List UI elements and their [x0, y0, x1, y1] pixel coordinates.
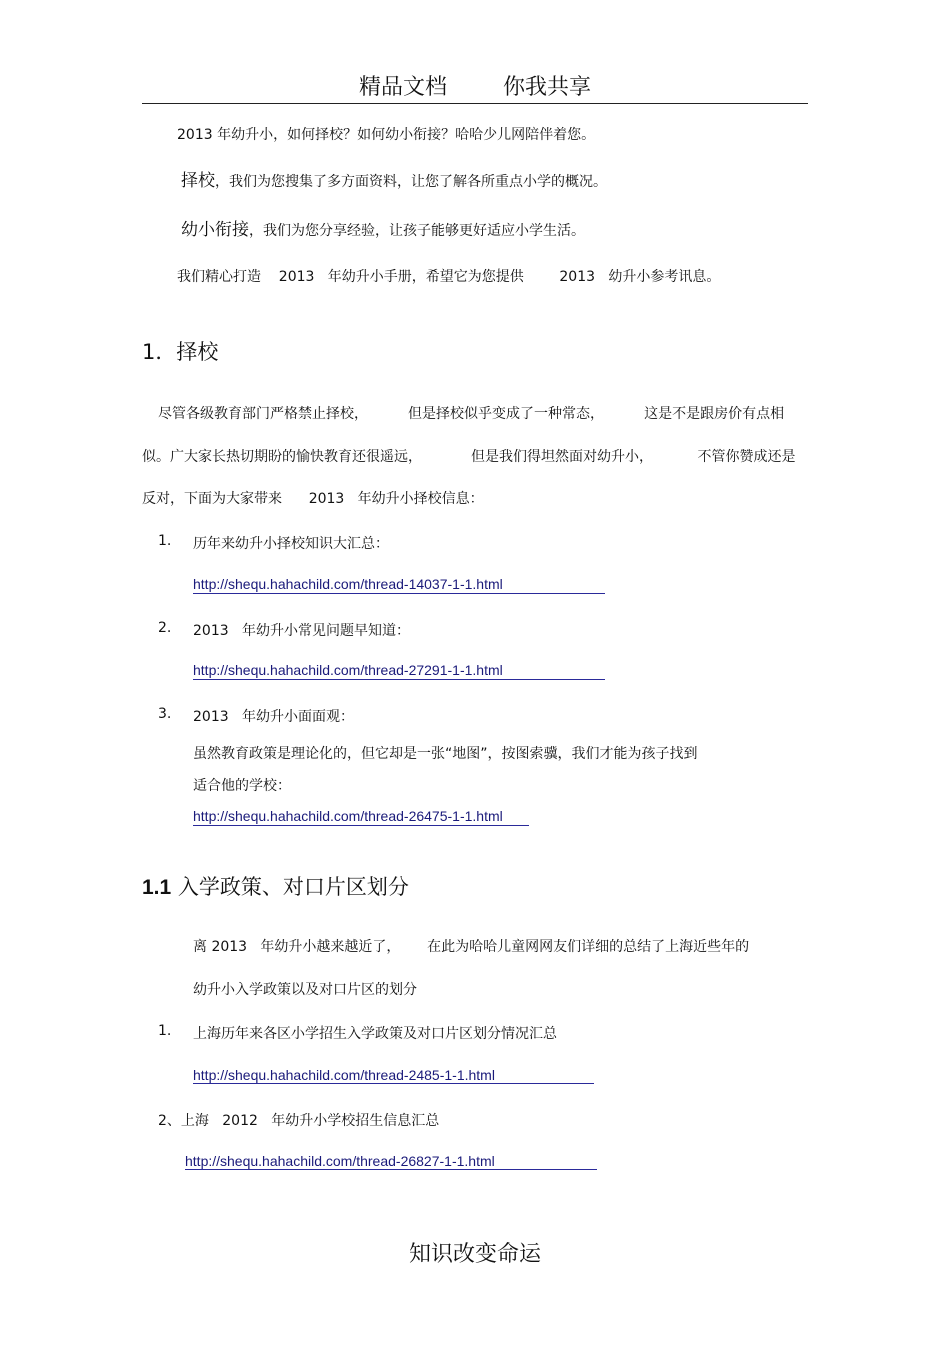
section-1-1-item-1-title: 上海历年来各区小学招生入学政策及对口片区划分情况汇总: [193, 1026, 557, 1042]
section-1-item-1-link-underline: [193, 593, 605, 594]
intro-line-3-lead: 幼小衔接: [181, 220, 249, 240]
section-1-item-1-number: 1.: [158, 533, 172, 549]
header-right-text: 你我共享: [503, 75, 592, 100]
section-1-item-2-title: 2013 年幼升小常见问题早知道：: [193, 623, 410, 639]
section-1-1-item-1-link[interactable]: http://shequ.hahachild.com/thread-2485-1-1.html: [193, 1067, 495, 1083]
section-1-1-item-2: [158, 1110, 439, 1130]
intro-line-2-rest: ，我们为您搜集了多方面资料，让您了解各所重点小学的概况。: [215, 174, 607, 190]
intro-line-2-lead: 择校: [181, 171, 215, 191]
section-1-item-1-link[interactable]: http://shequ.hahachild.com/thread-14037-1-1.html: [193, 576, 503, 592]
header-left-text: 精品文档: [358, 75, 447, 100]
section-1-1-item-2-link-underline: [185, 1169, 597, 1170]
section-1-1-para-line-2: 幼升小入学政策以及对口片区的划分: [193, 982, 417, 998]
intro-line-1: 2013 年幼升小，如何择校？如何幼小衔接？哈哈少儿网陪伴着您。: [177, 127, 596, 143]
section-1-item-2-link[interactable]: http://shequ.hahachild.com/thread-27291-1-1.html: [193, 662, 503, 678]
section-1-1-item-1-number: 1.: [158, 1023, 172, 1039]
page-header: [0, 70, 950, 101]
section-1-item-2-number: 2.: [158, 620, 172, 636]
section-1-item-3-desc-line-2: 适合他的学校：: [193, 778, 291, 794]
intro-line-3: [181, 215, 585, 240]
section-1-1-item-1-link-underline: [193, 1083, 594, 1084]
section-1-1-item-2-number: 2、: [158, 1113, 181, 1129]
section-1-1-item-2-title: 上海 2012 年幼升小学校招生信息汇总: [180, 1113, 440, 1129]
section-1-para-line-2: 似。广大家长热切期盼的愉快教育还很遥远， 但是我们得坦然面对幼升小， 不管你赞成还是: [142, 449, 796, 465]
page-footer: 知识改变命运: [408, 1242, 541, 1267]
section-1-1-heading: [142, 871, 409, 901]
section-1-1-number: 1.1: [142, 876, 172, 899]
section-1-item-3-number: 3.: [158, 706, 172, 722]
section-1-item-1-title: 历年来幼升小择校知识大汇总：: [193, 536, 389, 552]
section-1-item-3-title: 2013 年幼升小面面观：: [193, 709, 354, 725]
header-divider: [142, 103, 808, 104]
section-1-item-2-link-underline: [193, 679, 605, 680]
section-1-heading: 1．择校: [142, 340, 219, 364]
section-1-para-line-1: 尽管各级教育部门严格禁止择校， 但是择校似乎变成了一种常态， 这是不是跟房价有点相: [158, 406, 785, 422]
section-1-item-3-desc-line-1: 虽然教育政策是理论化的，但它却是一张“地图”，按图索骥，我们才能为孩子找到: [193, 746, 698, 762]
section-1-para-line-3: 反对，下面为大家带来 2013 年幼升小择校信息：: [142, 491, 484, 507]
section-1-item-3-link[interactable]: http://shequ.hahachild.com/thread-26475-1-1.html: [193, 808, 503, 824]
section-1-1-para-line-1: 离 2013 年幼升小越来越近了， 在此为哈哈儿童网网友们详细的总结了上海近些年的: [193, 939, 750, 955]
section-1-1-item-2-link[interactable]: http://shequ.hahachild.com/thread-26827-1-1.html: [185, 1153, 495, 1169]
section-1-1-title: 入学政策、对口片区划分: [177, 875, 409, 899]
intro-line-2: [181, 166, 607, 191]
section-1-item-3-link-underline: [193, 825, 529, 826]
intro-line-3-rest: ，我们为您分享经验，让孩子能够更好适应小学生活。: [249, 223, 585, 239]
intro-line-4: 我们精心打造 2013 年幼升小手册，希望它为您提供 2013 幼升小参考讯息。: [177, 269, 721, 285]
